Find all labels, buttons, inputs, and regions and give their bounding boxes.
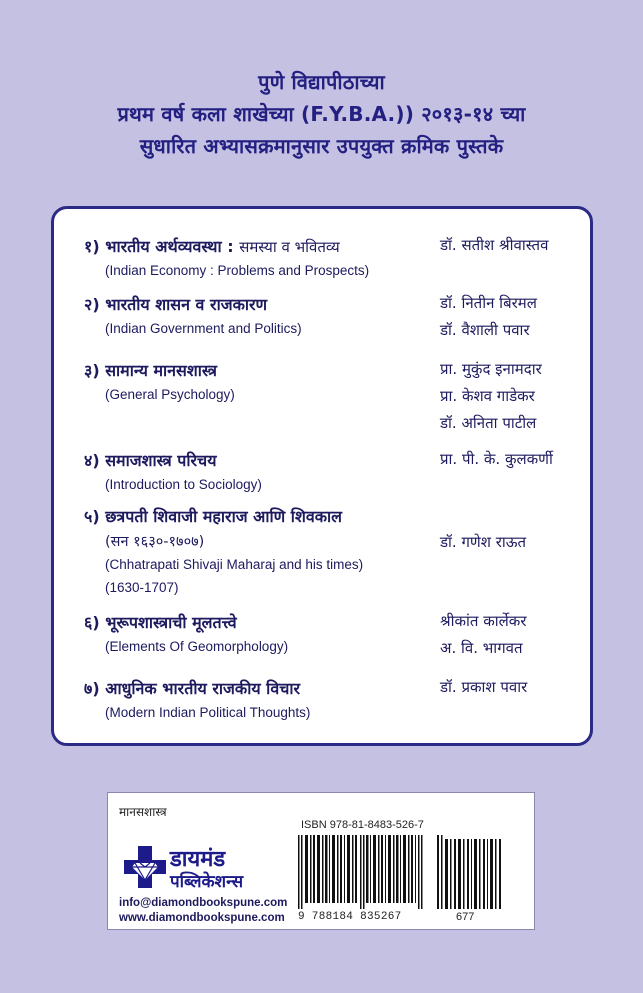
heading-line-1: पुणे विद्यापीठाच्या: [258, 70, 385, 94]
diamond-logo-icon: [124, 846, 166, 888]
book-title: २) भारतीय शासन व राजकारण: [84, 295, 268, 314]
book-english-title: (Indian Government and Politics): [105, 321, 302, 336]
book-author: प्रा. केशव गाडेकर: [440, 387, 535, 405]
book-author: श्रीकांत कार्लेकर: [440, 612, 527, 630]
book-title: ५) छत्रपती शिवाजी महाराज आणि शिवकाल: [84, 507, 343, 526]
book-english-years: (1630-1707): [105, 580, 179, 595]
book-marathi-years: (सन १६३०-१७०७): [105, 534, 205, 550]
book-author: डॉ. गणेश राऊत: [440, 533, 527, 551]
barcode-panel: [107, 792, 535, 930]
book-title: ७) आधुनिक भारतीय राजकीय विचार: [84, 679, 301, 698]
book-author: डॉ. प्रकाश पवार: [440, 678, 528, 696]
header-block: [0, 66, 643, 162]
book-title: १) भारतीय अर्थव्यवस्था : समस्या व भवितव्य: [84, 237, 340, 256]
book-english-title: (Elements Of Geomorphology): [105, 639, 289, 654]
book-title: ४) समाजशास्त्र परिचय: [84, 451, 217, 470]
subject-label: मानसशास्त्र: [119, 805, 167, 819]
book-english-title: (Introduction to Sociology): [105, 477, 262, 492]
book-author: प्रा. पी. के. कुलकर्णी: [440, 450, 553, 468]
book-author: अ. वि. भागवत: [440, 639, 523, 657]
book-title: ६) भूरूपशास्त्राची मूलतत्त्वे: [84, 613, 237, 632]
price-code: 677: [456, 911, 475, 923]
publisher-name-line1: डायमंड: [170, 847, 226, 872]
book-author: प्रा. मुकुंद इनामदार: [440, 360, 542, 378]
heading-line-2: प्रथम वर्ष कला शाखेच्या (F.Y.B.A.)) २०१३-१४ च्या: [117, 102, 526, 126]
book-english-title: (Modern Indian Political Thoughts): [105, 705, 311, 720]
publisher-name-line2: पब्लिकेशन्स: [170, 872, 244, 892]
heading-line-3: सुधारित अभ्यासक्रमानुसार उपयुक्त क्रमिक पुस्तके: [139, 134, 504, 158]
book-author: डॉ. वैशाली पवार: [440, 321, 530, 339]
book-english-title: (Chhatrapati Shivaji Maharaj and his times): [105, 557, 364, 572]
book-author: डॉ. सतीश श्रीवास्तव: [440, 236, 549, 254]
book-english-title: (Indian Economy : Problems and Prospects): [105, 263, 370, 278]
book-english-title: (General Psychology): [105, 387, 235, 402]
book-author: डॉ. नितीन बिरमल: [440, 294, 537, 312]
publisher-website[interactable]: www.diamondbookspune.com: [119, 912, 285, 924]
book-title: ३) सामान्य मानसशास्त्र: [84, 361, 217, 380]
isbn-barcode: [298, 835, 428, 909]
isbn-text: ISBN 978-81-8483-526-7: [301, 819, 424, 831]
book-author: डॉ. अनिता पाटील: [440, 414, 537, 432]
publisher-email[interactable]: info@diamondbookspune.com: [119, 897, 288, 909]
price-barcode: [437, 835, 507, 909]
barcode-digits: 9 788184 835267: [298, 911, 402, 923]
book-list-panel: [51, 206, 593, 746]
